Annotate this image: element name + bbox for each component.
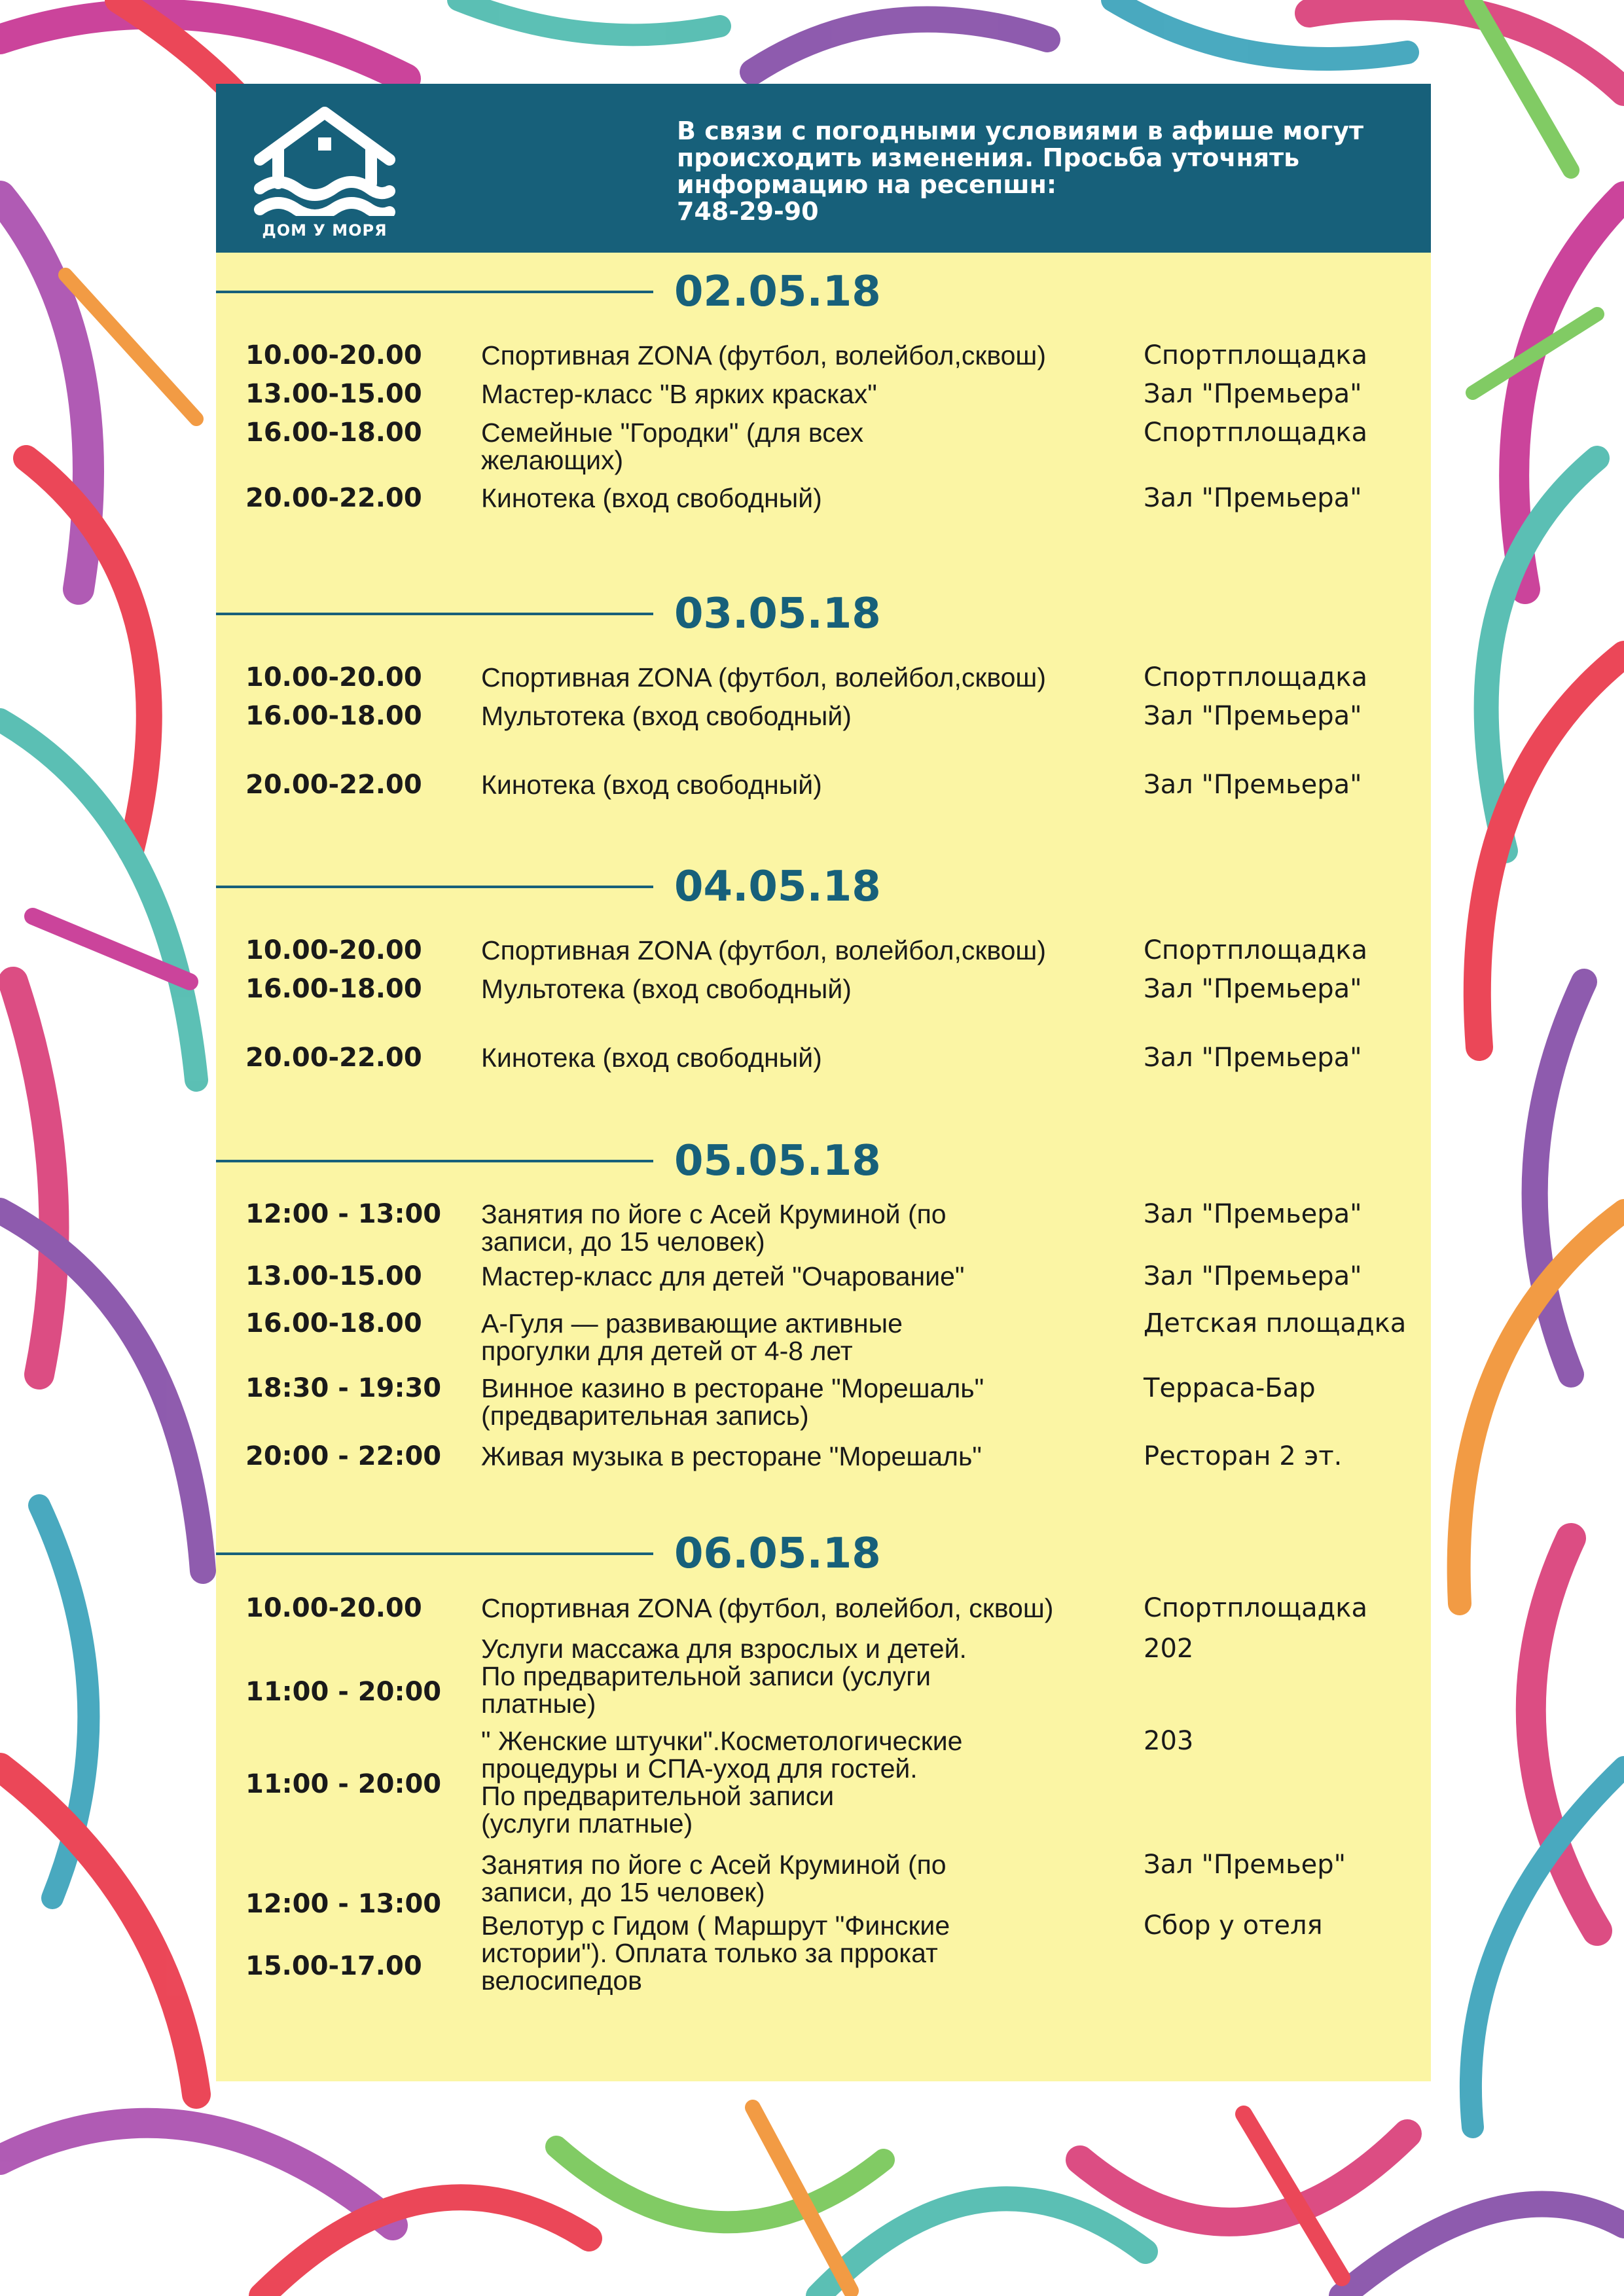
event-place: Спортплощадка <box>1144 1593 1367 1623</box>
event-title <box>481 1912 1136 1994</box>
event-place: Зал "Премьера" <box>1144 770 1362 800</box>
day-header <box>216 1136 1431 1189</box>
event-time: 13.00-15.00 <box>245 1261 422 1291</box>
date-divider <box>216 613 653 615</box>
event-place: Зал "Премьера" <box>1144 379 1362 409</box>
event-title <box>481 937 1136 964</box>
event-line: Занятия по йоге с Асей Круминой (по <box>481 1199 947 1229</box>
event-time: 10.00-20.00 <box>245 935 422 965</box>
event-line: Спортивная ZONA (футбол, волейбол,сквош) <box>481 935 1046 965</box>
event-title <box>481 1851 1136 1906</box>
schedule-panel <box>216 253 1431 2081</box>
event-line: записи, до 15 человек) <box>481 1227 765 1257</box>
date-divider <box>216 1552 653 1555</box>
notice-phone: 748-29-90 <box>677 197 819 226</box>
day-header <box>216 862 1431 914</box>
event-line: процедуры и СПА-уход для гостей. <box>481 1753 918 1784</box>
event-title <box>481 1635 1136 1717</box>
event-place: Зал "Премьер" <box>1144 1850 1346 1880</box>
event-title <box>481 380 1136 408</box>
day-header <box>216 267 1431 319</box>
event-title <box>481 1374 1136 1429</box>
event-title <box>481 771 1136 798</box>
event-place: Зал "Премьера" <box>1144 1261 1362 1291</box>
event-place: Ресторан 2 эт. <box>1144 1441 1343 1471</box>
event-time: 12:00 - 13:00 <box>245 1199 442 1229</box>
day-header <box>216 589 1431 641</box>
event-line: Спортивная ZONA (футбол, волейбол, сквош) <box>481 1593 1054 1623</box>
event-line: Кинотека (вход свободный) <box>481 1043 822 1073</box>
logo-text: ДОМ У МОРЯ <box>262 221 388 240</box>
event-time: 12:00 - 13:00 <box>245 1889 442 1919</box>
event-time: 16.00-18.00 <box>245 701 422 731</box>
header-banner <box>216 84 1431 253</box>
event-title <box>481 1594 1136 1622</box>
event-title <box>481 342 1136 369</box>
house-waves-icon <box>252 105 397 216</box>
notice-line: происходить изменения. Просьба уточнять <box>677 143 1300 172</box>
event-time: 20:00 - 22:00 <box>245 1441 442 1471</box>
event-time: 13.00-15.00 <box>245 379 422 409</box>
event-place: Спортплощадка <box>1144 935 1367 965</box>
event-line: Занятия по йоге с Асей Круминой (по <box>481 1850 947 1880</box>
day-date: 05.05.18 <box>674 1137 881 1185</box>
event-place: Зал "Премьера" <box>1144 1043 1362 1073</box>
day-date: 03.05.18 <box>674 590 881 638</box>
event-time: 11:00 - 20:00 <box>245 1769 442 1799</box>
event-line: прогулки для детей от 4-8 лет <box>481 1336 853 1366</box>
logo <box>252 105 396 240</box>
event-line: Кинотека (вход свободный) <box>481 483 822 513</box>
event-title <box>481 1263 1136 1290</box>
event-place: Зал "Премьера" <box>1144 974 1362 1004</box>
event-time: 20.00-22.00 <box>245 1043 422 1073</box>
event-time: 10.00-20.00 <box>245 662 422 692</box>
event-place: 202 <box>1144 1634 1194 1664</box>
event-line: По предварительной записи <box>481 1781 835 1811</box>
event-line: Живая музыка в ресторане "Морешаль" <box>481 1441 982 1471</box>
event-time: 10.00-20.00 <box>245 1593 422 1623</box>
event-place: 203 <box>1144 1726 1194 1756</box>
event-line: Винное казино в ресторане "Морешаль" <box>481 1373 984 1403</box>
event-place: Терраса-Бар <box>1144 1373 1316 1403</box>
date-divider <box>216 291 653 293</box>
event-line: записи, до 15 человек) <box>481 1877 765 1907</box>
event-time: 16.00-18.00 <box>245 1308 422 1338</box>
date-divider <box>216 1160 653 1162</box>
event-line: Мультотека (вход свободный) <box>481 701 852 731</box>
date-divider <box>216 886 653 888</box>
event-title <box>481 1443 1136 1470</box>
event-place: Спортплощадка <box>1144 662 1367 692</box>
event-line: А-Гуля — развивающие активные <box>481 1308 903 1338</box>
event-place: Детская площадка <box>1144 1308 1407 1338</box>
event-time: 15.00-17.00 <box>245 1951 422 1981</box>
event-title <box>481 664 1136 691</box>
event-line: платные) <box>481 1689 596 1719</box>
event-title <box>481 1727 1136 1837</box>
day-header <box>216 1529 1431 1581</box>
event-line: Мультотека (вход свободный) <box>481 974 852 1004</box>
event-line: Велотур с Гидом ( Маршрут "Финские <box>481 1910 950 1941</box>
event-line: Семейные "Городки" (для всех <box>481 418 864 448</box>
event-place: Зал "Премьера" <box>1144 1199 1362 1229</box>
event-title <box>481 419 1136 474</box>
event-line: " Женские штучки".Косметологические <box>481 1726 963 1756</box>
event-time: 18:30 - 19:30 <box>245 1373 442 1403</box>
event-place: Спортплощадка <box>1144 418 1367 448</box>
event-title <box>481 1044 1136 1071</box>
day-date: 02.05.18 <box>674 268 881 316</box>
event-line: велосипедов <box>481 1965 642 1996</box>
event-line: Мастер-класс для детей "Очарование" <box>481 1261 965 1291</box>
event-time: 20.00-22.00 <box>245 770 422 800</box>
event-place: Зал "Премьера" <box>1144 701 1362 731</box>
event-time: 16.00-18.00 <box>245 974 422 1004</box>
event-time: 16.00-18.00 <box>245 418 422 448</box>
event-title <box>481 975 1136 1003</box>
event-line: Мастер-класс "В ярких красках" <box>481 379 877 409</box>
event-line: Спортивная ZONA (футбол, волейбол,сквош) <box>481 662 1046 692</box>
event-place: Сбор у отеля <box>1144 1910 1323 1941</box>
event-line: По предварительной записи (услуги <box>481 1661 931 1691</box>
notice-line: В связи с погодными условиями в афише могут <box>677 117 1364 145</box>
weather-notice <box>677 118 1397 225</box>
event-place: Зал "Премьера" <box>1144 483 1362 513</box>
event-time: 20.00-22.00 <box>245 483 422 513</box>
day-date: 06.05.18 <box>674 1530 881 1578</box>
day-date: 04.05.18 <box>674 863 881 911</box>
event-line: (услуги платные) <box>481 1808 693 1839</box>
event-title <box>481 702 1136 730</box>
event-line: (предварительная запись) <box>481 1401 809 1431</box>
event-line: Услуги массажа для взрослых и детей. <box>481 1634 967 1664</box>
event-time: 10.00-20.00 <box>245 340 422 370</box>
event-title <box>481 1200 1136 1255</box>
event-time: 11:00 - 20:00 <box>245 1677 442 1707</box>
notice-line: информацию на ресепшн: <box>677 170 1057 199</box>
event-line: истории"). Оплата только за пррокат <box>481 1938 938 1968</box>
event-line: желающих) <box>481 445 624 475</box>
event-title <box>481 1310 1136 1365</box>
event-line: Спортивная ZONA (футбол, волейбол,сквош) <box>481 340 1046 370</box>
event-line: Кинотека (вход свободный) <box>481 770 822 800</box>
event-place: Спортплощадка <box>1144 340 1367 370</box>
event-title <box>481 484 1136 512</box>
